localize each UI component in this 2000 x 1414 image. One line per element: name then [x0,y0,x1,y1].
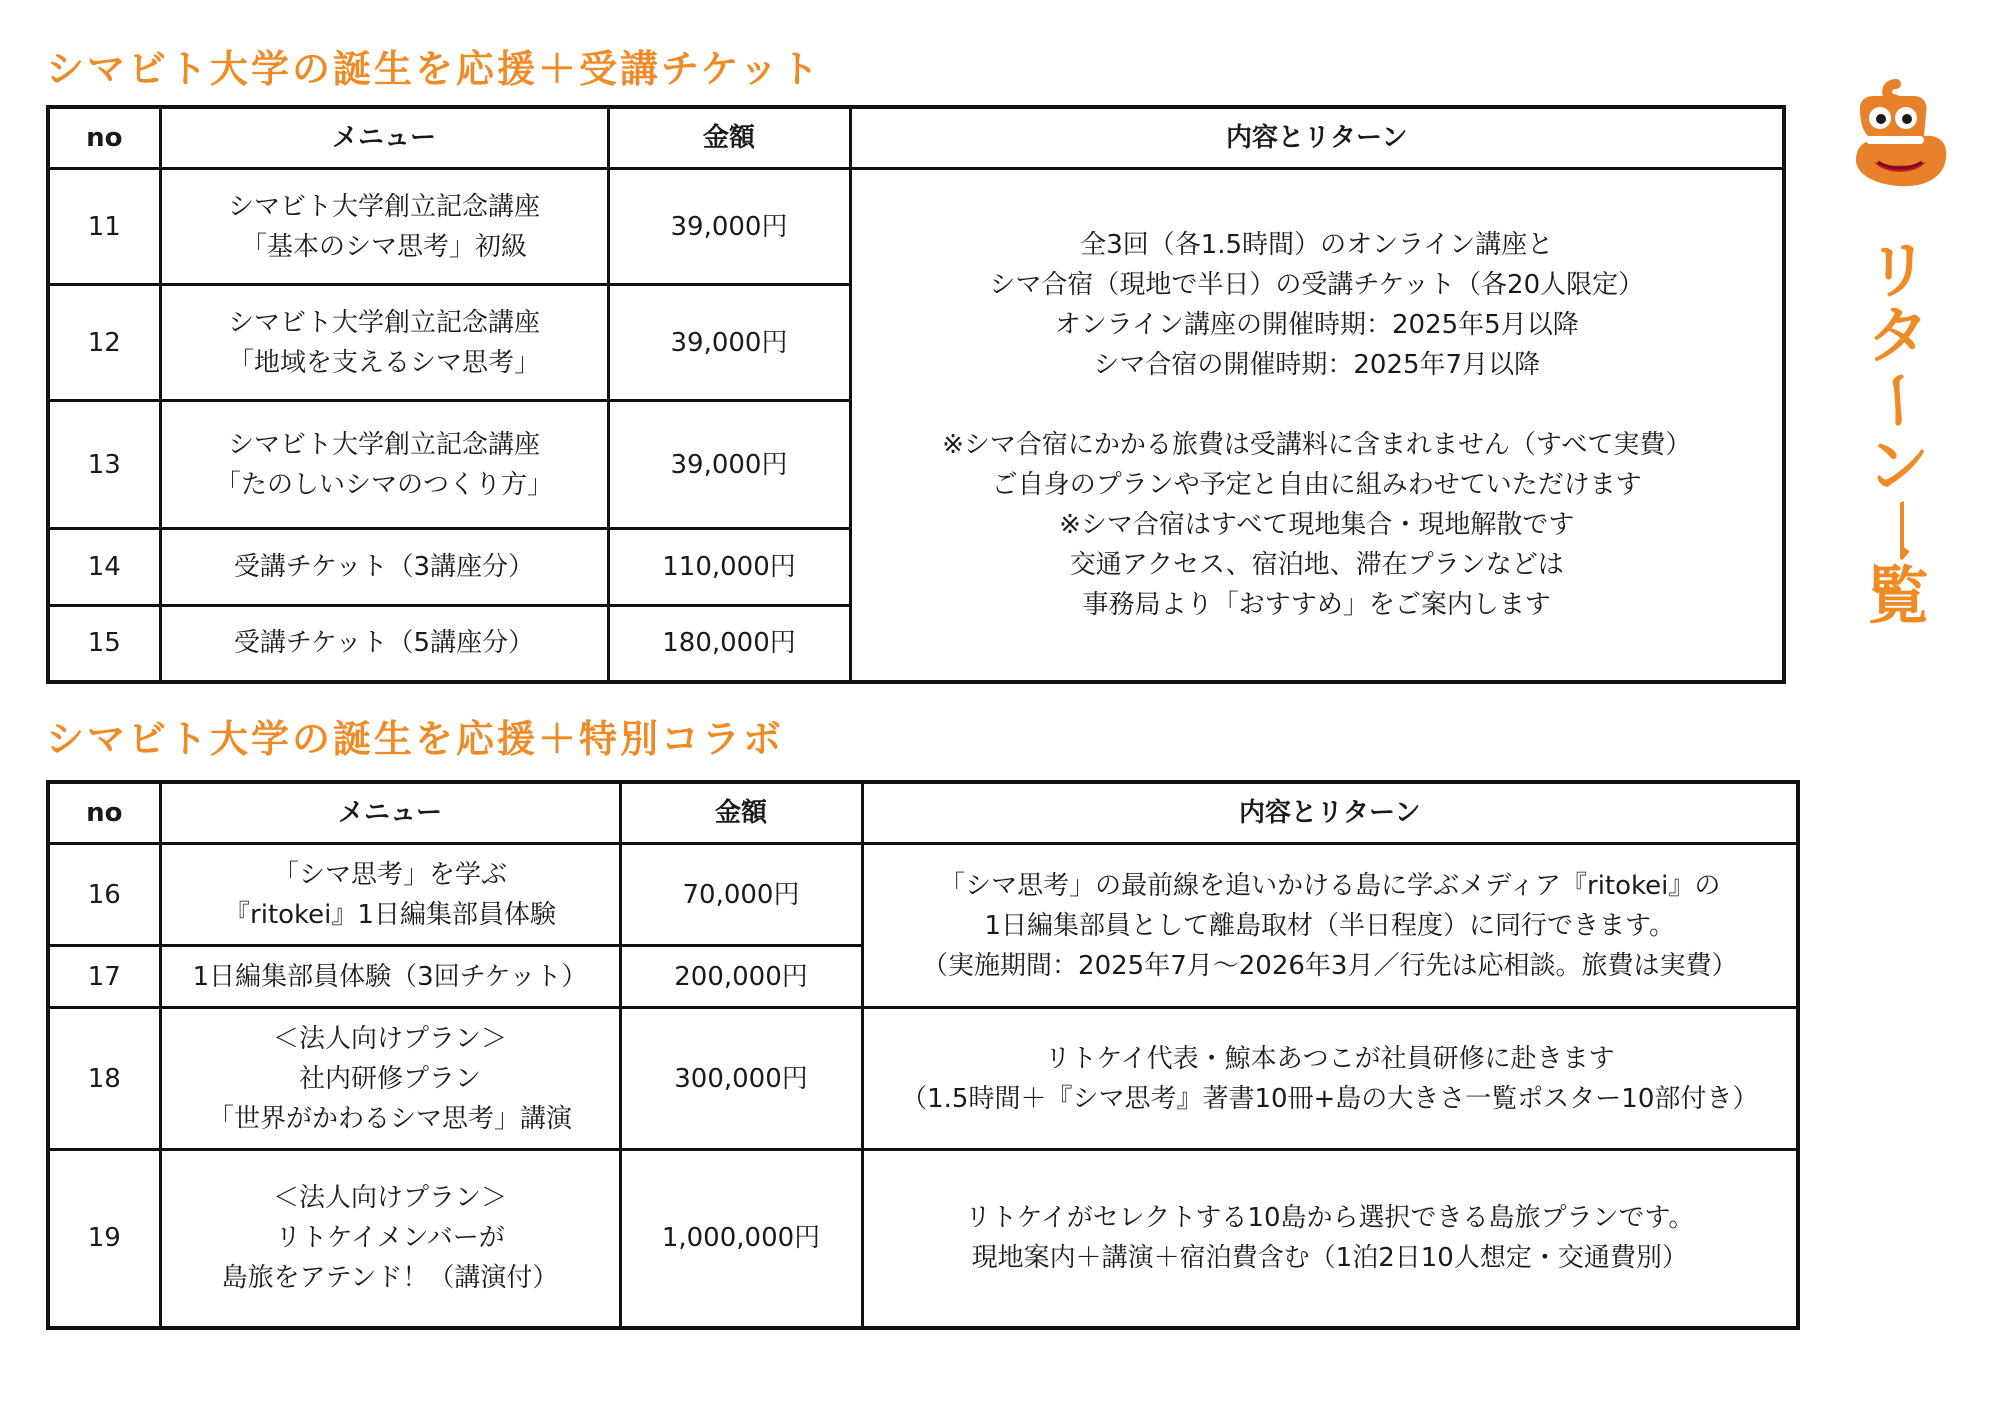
vertical-title-char: 覧 [1866,559,1929,633]
content-description [862,844,1798,1008]
menu-line: 「地域を支えるシマ思考」 [227,347,540,378]
returns-table-collab [46,780,1800,1330]
menu-line: 社内研修プラン [298,1063,481,1094]
content-line: ご自身のプランや予定と自由に組みわせていただけます [991,469,1642,500]
row-no: 14 [48,529,160,606]
header-no: no [48,782,160,844]
row-menu [160,946,620,1008]
content-line: ※シマ合宿にかかる旅費は受講料に含まれません（すべて実費） [942,429,1692,460]
header-menu: メニュー [160,782,620,844]
vertical-title [1861,234,1935,633]
row-price: 70,000円 [620,844,862,946]
row-no: 16 [48,844,160,946]
header-content: 内容とリターン [862,782,1798,844]
menu-line: シマビト大学創立記念講座 [227,307,540,338]
row-price: 300,000円 [620,1008,862,1150]
content-line: リトケイがセレクトする10島から選択できる島旅プランです。 [965,1203,1695,1234]
vertical-title-char: ー [1861,369,1935,432]
row-price: 39,000円 [608,401,850,529]
menu-line: 「たのしいシマのつくり方」 [214,469,553,500]
row-menu [160,606,608,682]
content-line: 事務局より「おすすめ」をご案内します [1082,589,1551,620]
row-no: 17 [48,946,160,1008]
menu-line: シマビト大学創立記念講座 [227,429,540,460]
content-line: （1.5時間＋『シマ思考』著書10冊+島の大きさ一覧ポスター10部付き） [901,1083,1759,1114]
content-line: 1日編集部員として離島取材（半日程度）に同行できます。 [984,910,1675,941]
row-price: 39,000円 [608,285,850,401]
content-line: リトケイ代表・鯨本あつこが社員研修に赴きます [1044,1043,1615,1074]
row-menu [160,1008,620,1150]
vertical-title-char: ン [1866,429,1929,503]
row-menu [160,285,608,401]
content-line: ※シマ合宿はすべて現地集合・現地解散です [1059,509,1575,540]
shima-character-icon [1844,78,1952,198]
menu-line: ＜法人向けプラン＞ [272,1023,507,1054]
menu-line: ＜法人向けプラン＞ [272,1183,507,1214]
menu-line: 「シマ思考」を学ぶ [272,859,507,890]
header-menu: メニュー [160,107,608,169]
row-menu [160,169,608,285]
row-price: 1,000,000円 [620,1150,862,1328]
row-no: 18 [48,1008,160,1150]
menu-line: 『ritokei』1日編集部員体験 [224,899,556,930]
row-no: 11 [48,169,160,285]
row-no: 19 [48,1150,160,1328]
row-menu [160,401,608,529]
menu-line: 「基本のシマ思考」初級 [240,231,527,262]
side-panel [1838,78,1958,633]
content-description [862,1008,1798,1150]
content-description [862,1150,1798,1328]
menu-line: 受講チケット（3講座分） [233,552,535,582]
table-header-row [48,782,1798,844]
row-price: 180,000円 [608,606,850,682]
table-row [48,169,1784,285]
table-row [48,1008,1798,1150]
row-menu [160,1150,620,1328]
menu-line: 島旅をアテンド！（講演付） [221,1263,559,1294]
header-price: 金額 [608,107,850,169]
table-header-row [48,107,1784,169]
content-line: 交通アクセス、宿泊地、滞在プランなどは [1069,549,1564,580]
row-price: 110,000円 [608,529,850,606]
content-line: （実施期間：2025年7月〜2026年3月／行先は応相談。旅費は実費） [922,950,1738,981]
content-line: 「シマ思考」の最前線を追いかける島に学ぶメディア『ritokei』の [939,870,1721,901]
header-no: no [48,107,160,169]
menu-line: 1日編集部員体験（3回チケット） [192,961,588,992]
vertical-title-char: リ [1866,234,1929,307]
row-price: 39,000円 [608,169,850,285]
vertical-title-char: タ [1866,299,1929,373]
row-no: 13 [48,401,160,529]
content-line: 現地案内＋講演＋宿泊費含む（1泊2日10人想定・交通費別） [971,1243,1688,1274]
row-menu [160,529,608,606]
menu-line: リトケイメンバーが [275,1223,505,1254]
section-title-collab: シマビト大学の誕生を応援＋特別コラボ [46,717,785,761]
content-line: 全3回（各1.5時間）のオンライン講座と [1080,229,1554,260]
row-no: 15 [48,606,160,682]
row-menu [160,844,620,946]
returns-table-tickets [46,105,1786,684]
table-row [48,844,1798,946]
row-price: 200,000円 [620,946,862,1008]
row-no: 12 [48,285,160,401]
content-line: シマ合宿（現地で半日）の受講チケット（各20人限定） [989,269,1645,300]
content-description [850,169,1784,682]
menu-line: シマビト大学創立記念講座 [227,191,540,222]
content-line: オンライン講座の開催時期：2025年5月以降 [1054,309,1579,340]
content-line: シマ合宿の開催時期：2025年7月以降 [1093,349,1541,380]
menu-line: 「世界がかわるシマ思考」講演 [207,1103,572,1134]
menu-line: 受講チケット（5講座分） [233,628,535,659]
content-line-blank [858,385,1777,425]
table-row [48,1150,1798,1328]
header-content: 内容とリターン [850,107,1784,169]
header-price: 金額 [620,782,862,844]
vertical-title-char: 一 [1861,499,1935,562]
section-title-tickets: シマビト大学の誕生を応援＋受講チケット [46,47,822,91]
